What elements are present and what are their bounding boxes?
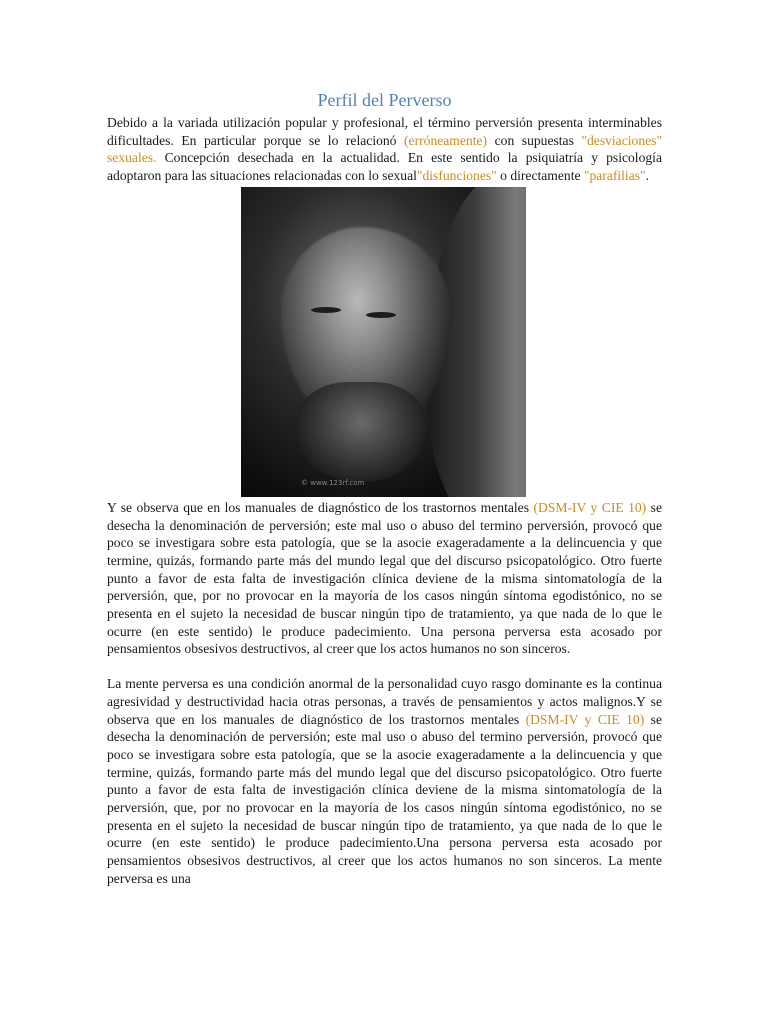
paragraph-mente-perversa	[107, 675, 662, 887]
highlight-parafilias: "parafilias"	[583, 168, 646, 184]
paragraph-spacer	[107, 658, 662, 675]
text-run: Debido a la variada utilización popular y profesional, el término perversión presenta interminables dificultades. En particular porque se lo relacionó	[107, 115, 662, 148]
highlight-erroneamente: (erróneamente)	[404, 132, 488, 148]
highlight-desviaciones: "desviaciones" sexuales.	[107, 132, 662, 166]
highlight-disfunciones: "disfunciones"	[416, 168, 497, 184]
text-run: con supuestas	[487, 132, 582, 148]
text-run: se desecha la denominación de perversión; este mal uso o abuso del termino perversión, provocó que poco se investigara sobre esta patología, que se la asocie exageradamente a la delincuencia y que termine, quizás, formando parte más del mundo legal que del discurso psicopatológico. Otro fuerte punto a favor de esta falta de investigación clínica deviene de la misma sintomatología de la perversión, que, por no provocar en la mayoría de los casos ningún síntoma egodistónico, no se presenta en el sujeto la necesidad de buscar ningún tipo de tratamiento, ya que nada de lo que le ocurre (en este sentido) le produce padecimiento.Una persona perversa esta acosado por pensamientos obsesivos destructivos, al creer que los actos humanos no son sinceros. La mente perversa es una	[107, 711, 662, 886]
highlight-dsm: (DSM-IV y CIE 10)	[525, 711, 645, 727]
highlight-dsm: (DSM-IV y CIE 10)	[533, 499, 647, 515]
text-run: La mente perversa es una condición anormal de la personalidad cuyo rasgo dominante es la continua agresividad y destructividad hacia otras personas, a través de pensamientos y actos malignos.Y se observa que en los manuales de diagnóstico de los trastornos mentales	[107, 676, 662, 727]
text-run: Concepción desechada en la actualidad. En este sentido la psiquiatría y psicología adoptaron para las situaciones relacionadas con lo sexual	[107, 150, 662, 184]
photo-watermark: © www.123rf.com	[301, 478, 365, 487]
text-run: .	[645, 168, 649, 184]
text-run: Y se observa que en los manuales de diagnóstico de los trastornos mentales	[107, 499, 534, 515]
paragraph-manuals	[107, 499, 662, 658]
text-run: se desecha la denominación de perversión; este mal uso o abuso del termino perversión, provocó que poco se investigara sobre esta patología, que se la asocie exageradamente a la delincuencia y que termine, quizás, formando parte más del mundo legal que del discurso psicopatológico. Otro fuerte punto a favor de esta falta de investigación clínica deviene de la misma sintomatología de la perversión, que, por no provocar en la mayoría de los casos ningún síntoma egodistónico, no se presenta en el sujeto la necesidad de buscar ningún tipo de tratamiento, ya que nada de lo que le ocurre (en este sentido) le produce padecimiento. Una persona perversa esta acosado por pensamientos obsesivos destructivos, al creer que los actos humanos no son sinceros.	[107, 499, 662, 657]
hooded-man-photo	[241, 187, 526, 497]
photo-beard-shape	[296, 382, 426, 482]
photo-eye-shape	[311, 307, 341, 313]
document-page	[107, 88, 662, 888]
photo-eye-shape	[366, 312, 396, 318]
paragraph-intro	[107, 114, 662, 185]
page-title: Perfil del Perverso	[317, 90, 452, 110]
text-run: o directamente	[496, 168, 584, 184]
